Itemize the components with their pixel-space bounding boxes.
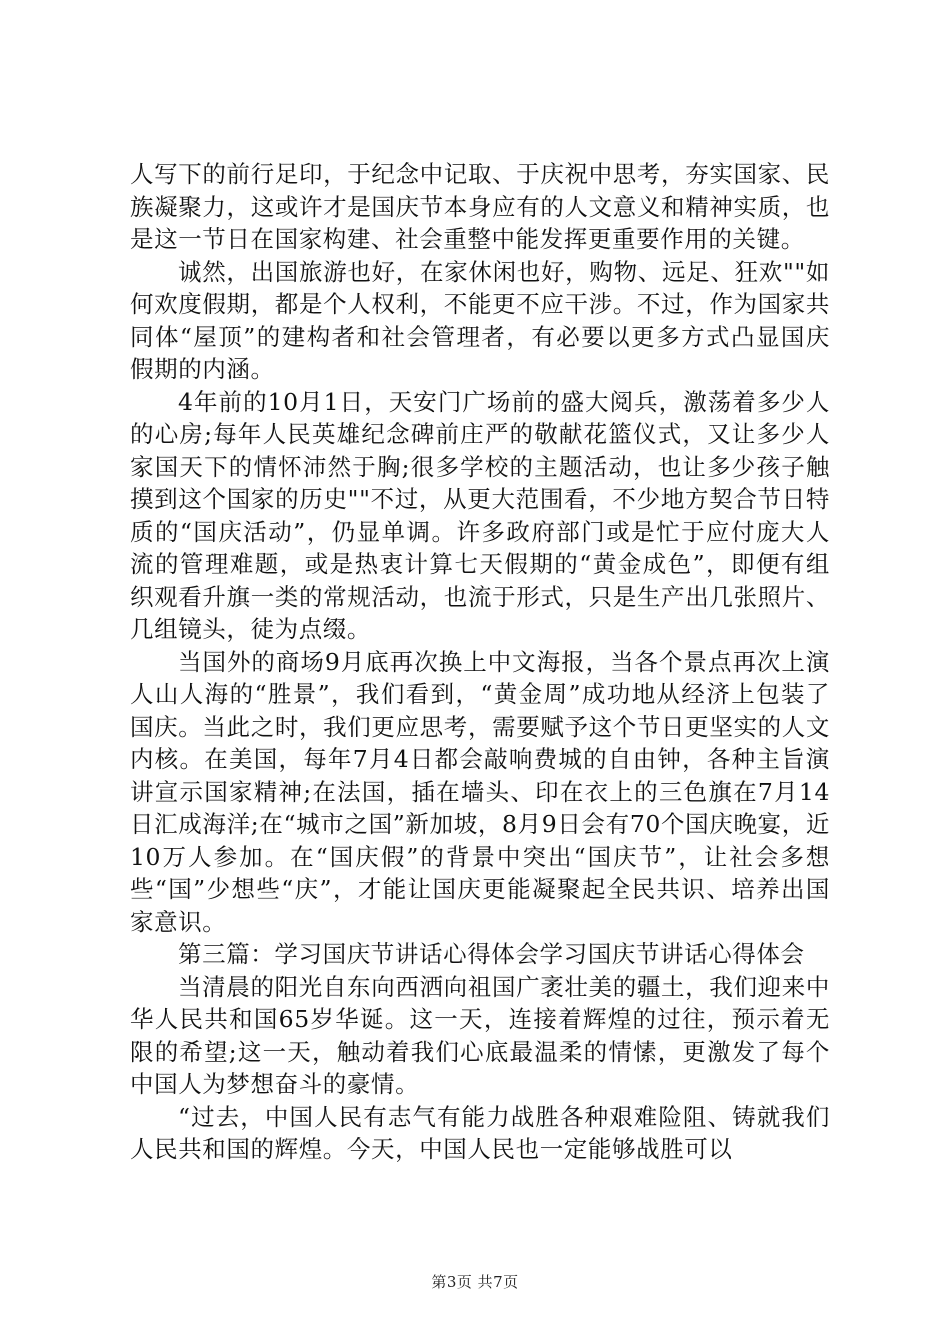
- paragraph: “过去，中国人民有志气有能力战胜各种艰难险阻、铸就我们人民共和国的辉煌。今天，中国人民也一定能够战胜可以: [130, 1102, 830, 1163]
- paragraph-continuation: 人写下的前行足印，于纪念中记取、于庆祝中思考，夯实国家、民族凝聚力，这或许才是国庆节本身应有的人文意义和精神实质，也是这一节日在国家构建、社会重整中能发挥更重要作用的关键。: [130, 160, 830, 253]
- paragraph: 4年前的10月1日，天安门广场前的盛大阅兵，激荡着多少人的心房;每年人民英雄纪念碑前庄严的敬献花篮仪式，又让多少人家国天下的情怀沛然于胸;很多学校的主题活动，也让多少孩子触摸到这个国家的历史""不过，从更大范围看，不少地方契合节日特质的“国庆活动”，仍显单调。许多政府部门或是忙于应付庞大人流的管理难题，或是热衷计算七天假期的“黄金成色”，即便有组织观看升旗一类的常规活动，也流于形式，只是生产出几张照片、几组镜头，徒为点缀。: [130, 387, 830, 643]
- section-heading: 第三篇：学习国庆节讲话心得体会学习国庆节讲话心得体会: [178, 940, 805, 968]
- document-body: [130, 158, 830, 1166]
- paragraph: 当清晨的阳光自东向西洒向祖国广袤壮美的疆土，我们迎来中华人民共和国65岁华诞。这一天，连接着辉煌的过往，预示着无限的希望;这一天，触动着我们心底最温柔的情愫，更激发了每个中国人为梦想奋斗的豪情。: [130, 972, 830, 1098]
- page-footer: 第3页 共7页: [431, 1273, 519, 1291]
- paragraph: 诚然，出国旅游也好，在家休闲也好，购物、远足、狂欢""如何欢度假期，都是个人权利，不能更不应干涉。不过，作为国家共同体“屋顶”的建构者和社会管理者，有必要以更多方式凸显国庆假期的内涵。: [130, 257, 830, 383]
- paragraph: 当国外的商场9月底再次换上中文海报，当各个景点再次上演人山人海的“胜景”，我们看到，“黄金周”成功地从经济上包装了国庆。当此之时，我们更应思考，需要赋予这个节日更坚实的人文内核。在美国，每年7月4日都会敲响费城的自由钟，各种主旨演讲宣示国家精神;在法国，插在墙头、印在衣上的三色旗在7月14日汇成海洋;在“城市之国”新加坡，8月9日会有70个国庆晚宴，近10万人参加。在“国庆假”的背景中突出“国庆节”，让社会多想些“国”少想些“庆”，才能让国庆更能凝聚起全民共识、培养出国家意识。: [130, 647, 830, 936]
